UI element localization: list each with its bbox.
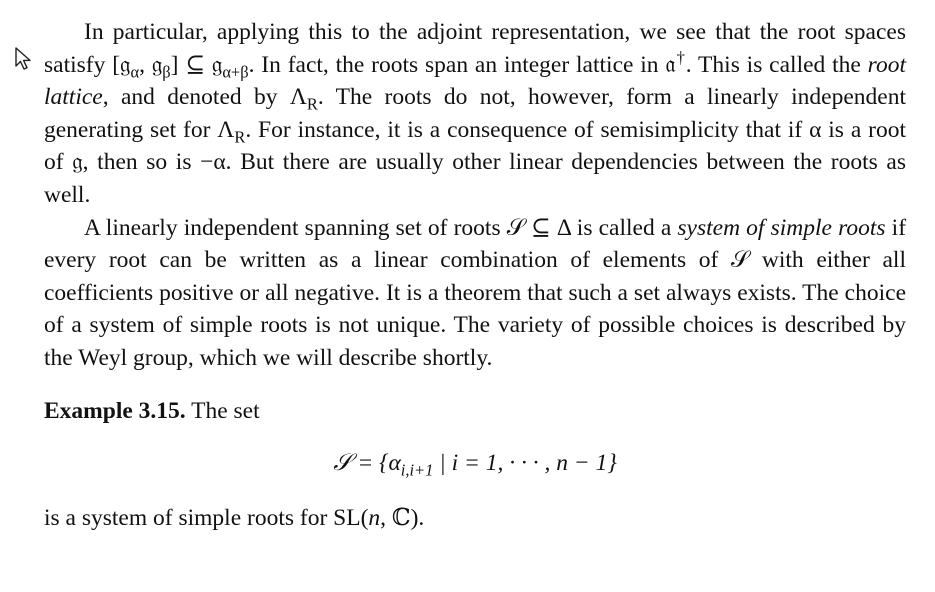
text-run: R <box>234 127 246 147</box>
example-closing <box>44 502 906 535</box>
text-run: α <box>130 62 140 82</box>
text-run: root lattice <box>44 51 906 111</box>
text-run: i,i+1 <box>400 460 434 480</box>
text-run: . This is called the <box>685 51 868 78</box>
example-intro: The set <box>185 397 260 424</box>
document-body <box>44 16 906 534</box>
text-run: n <box>368 504 381 531</box>
example-paragraph <box>44 395 906 428</box>
text-run: system of simple roots <box>677 214 886 241</box>
example-heading: Example 3.15. <box>44 397 186 424</box>
text-run: In particular, applying this to the adjoint representation, we see that the root spaces satisfy [𝔤 <box>44 19 906 78</box>
text-run: , 𝔤 <box>139 51 163 78</box>
text-run: . In fact, the roots span an integer lattice in 𝔞 <box>248 51 676 78</box>
display-equation <box>44 447 906 480</box>
text-run: , and denoted by Λ <box>102 84 307 111</box>
text-run: . For instance, it is a consequence of semisimplicity that if α is a root of 𝔤, then so is −α. But there are usually other linear dependencies between the roots as well. <box>44 116 906 208</box>
text-run: α+β <box>222 62 249 82</box>
text-run: 𝒮 = {α <box>333 450 401 477</box>
text-run: ] ⊆ 𝔤 <box>170 51 223 78</box>
text-run: . The roots do not, however, form a linearly independent generating set for Λ <box>44 84 906 143</box>
text-run: is a system of simple roots for SL( <box>44 504 369 531</box>
text-run: β <box>162 62 171 82</box>
text-run: R <box>306 94 318 114</box>
text-run: A linearly independent spanning set of roots 𝒮 ⊆ Δ is called a <box>84 214 678 241</box>
mouse-pointer-icon <box>14 46 36 74</box>
text-run: † <box>675 47 686 67</box>
text-run: if every root can be written as a linear combination of elements of 𝒮 with either all coefficients positive or all negative. It is a theorem that such a set always exists. The choice of a system of simple roots is not unique. The variety of possible choices is described by the Weyl group, which we will describe shortly. <box>44 214 907 371</box>
paragraph-root-lattice <box>44 16 906 212</box>
text-run: , ℂ). <box>380 504 425 531</box>
paragraph-simple-roots <box>44 212 906 375</box>
text-run: | i = 1, · · · , n − 1} <box>433 450 617 477</box>
